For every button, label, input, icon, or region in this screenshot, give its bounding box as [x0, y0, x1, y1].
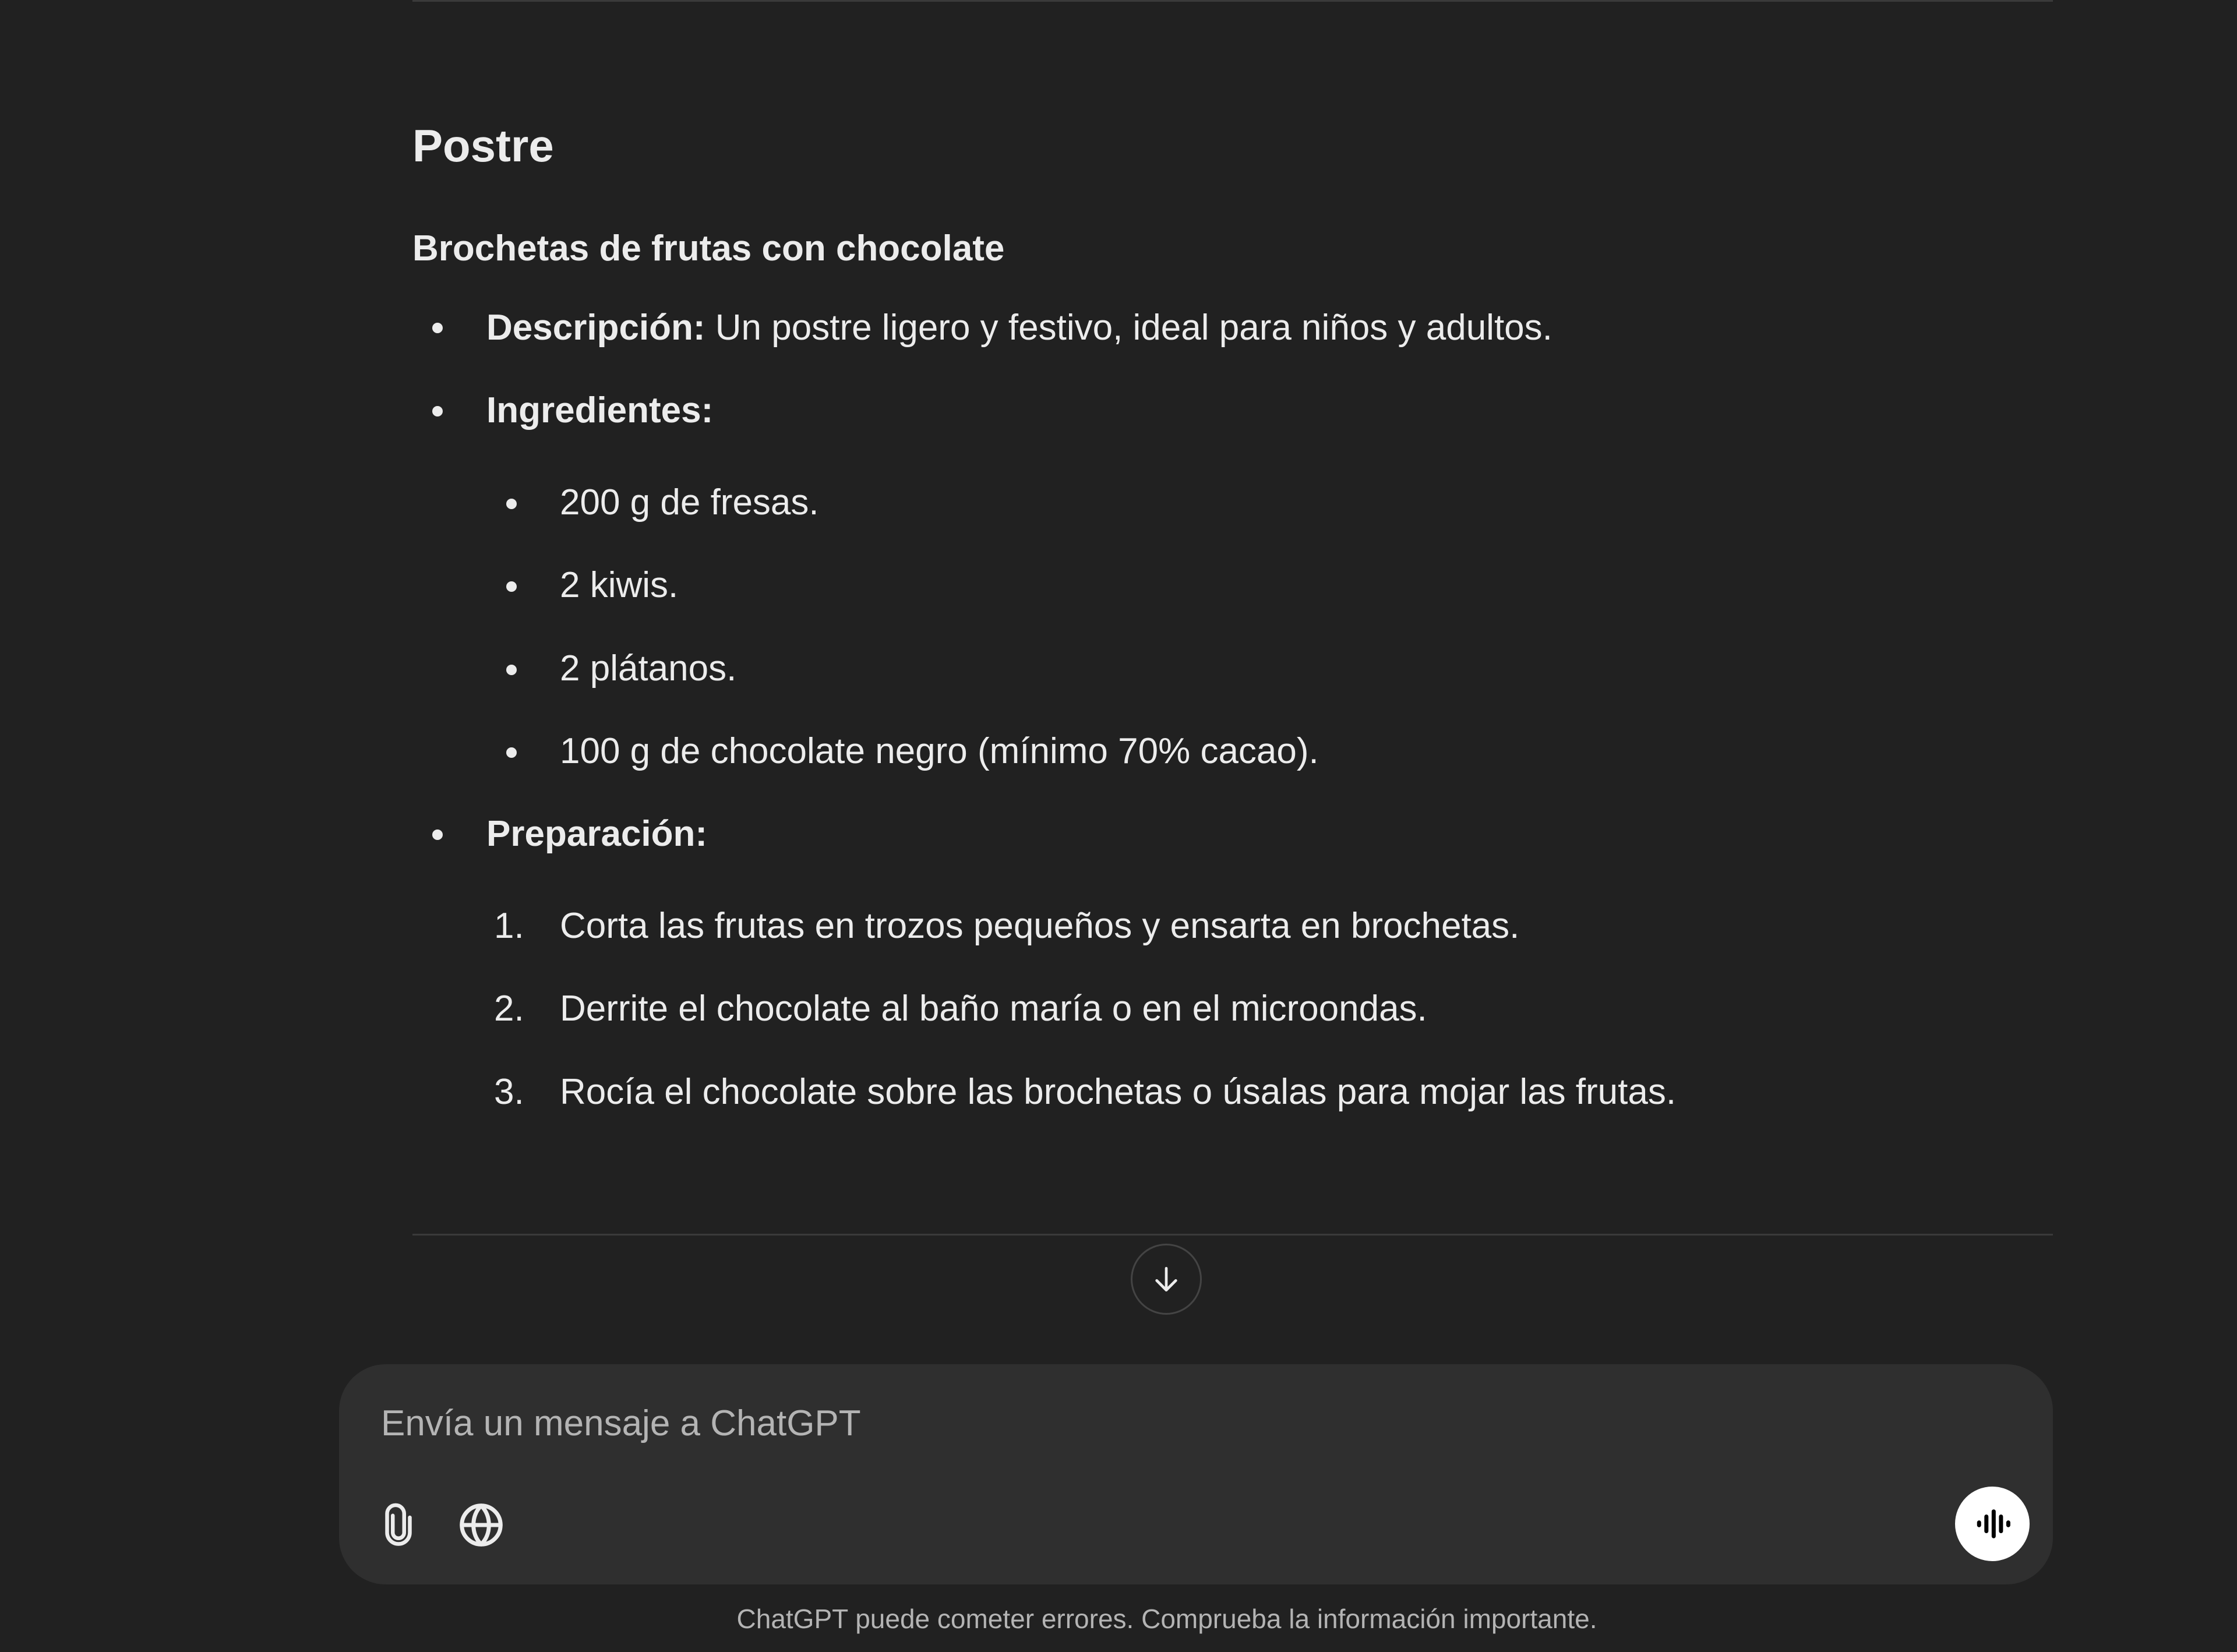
- bullet-dot: [432, 323, 443, 333]
- divider-top: [412, 0, 2053, 2]
- globe-icon: [457, 1501, 506, 1549]
- arrow-down-icon: [1150, 1263, 1183, 1296]
- ingredients-label: [486, 387, 713, 434]
- paperclip-icon: [376, 1502, 421, 1548]
- bullet-dot: [432, 829, 443, 840]
- step-text: Rocía el chocolate sobre las brochetas o úsalas para mojar las frutas.: [560, 1072, 1677, 1112]
- step-text: Corta las frutas en trozos pequeños y ensarta en brochetas.: [560, 906, 1520, 946]
- voice-waveform-icon: [1972, 1503, 2013, 1544]
- divider-bottom: [412, 1234, 2053, 1236]
- search-web-button[interactable]: [452, 1496, 510, 1554]
- ingredient-item: 2 kiwis.: [560, 565, 679, 605]
- bullet-dot: [506, 665, 517, 675]
- voice-mode-button[interactable]: [1955, 1487, 2030, 1561]
- preparation-label-text: Preparación:: [486, 814, 708, 854]
- bullet-dot: [432, 406, 443, 416]
- step-number: 3.: [494, 1072, 524, 1112]
- description-text: Un postre ligero y festivo, ideal para niños y adultos.: [705, 308, 1553, 348]
- message-input[interactable]: [380, 1393, 1955, 1453]
- recipe-title: Brochetas de frutas con chocolate: [412, 228, 1005, 269]
- preparation-label: [486, 811, 707, 857]
- message-composer: [339, 1364, 2053, 1584]
- scroll-to-bottom-button[interactable]: [1131, 1244, 1202, 1315]
- step-number: 2.: [494, 989, 524, 1029]
- description-label: Descripción:: [486, 308, 705, 348]
- attach-button[interactable]: [369, 1496, 428, 1554]
- ingredient-item: 200 g de fresas.: [560, 482, 819, 523]
- ingredients-label-text: Ingredientes:: [486, 390, 714, 430]
- step-text: Derrite el chocolate al baño maría o en el microondas.: [560, 989, 1427, 1029]
- description-line: [486, 305, 1553, 351]
- bullet-dot: [506, 747, 517, 758]
- ingredient-item: 100 g de chocolate negro (mínimo 70% cacao).: [560, 731, 1319, 771]
- bullet-dot: [506, 581, 517, 592]
- ingredient-item: 2 plátanos.: [560, 648, 737, 689]
- disclaimer-text: ChatGPT puede cometer errores. Comprueba la información importante.: [736, 1604, 1597, 1634]
- bullet-dot: [506, 499, 517, 509]
- step-number: 1.: [494, 906, 524, 946]
- section-heading: Postre: [412, 120, 554, 171]
